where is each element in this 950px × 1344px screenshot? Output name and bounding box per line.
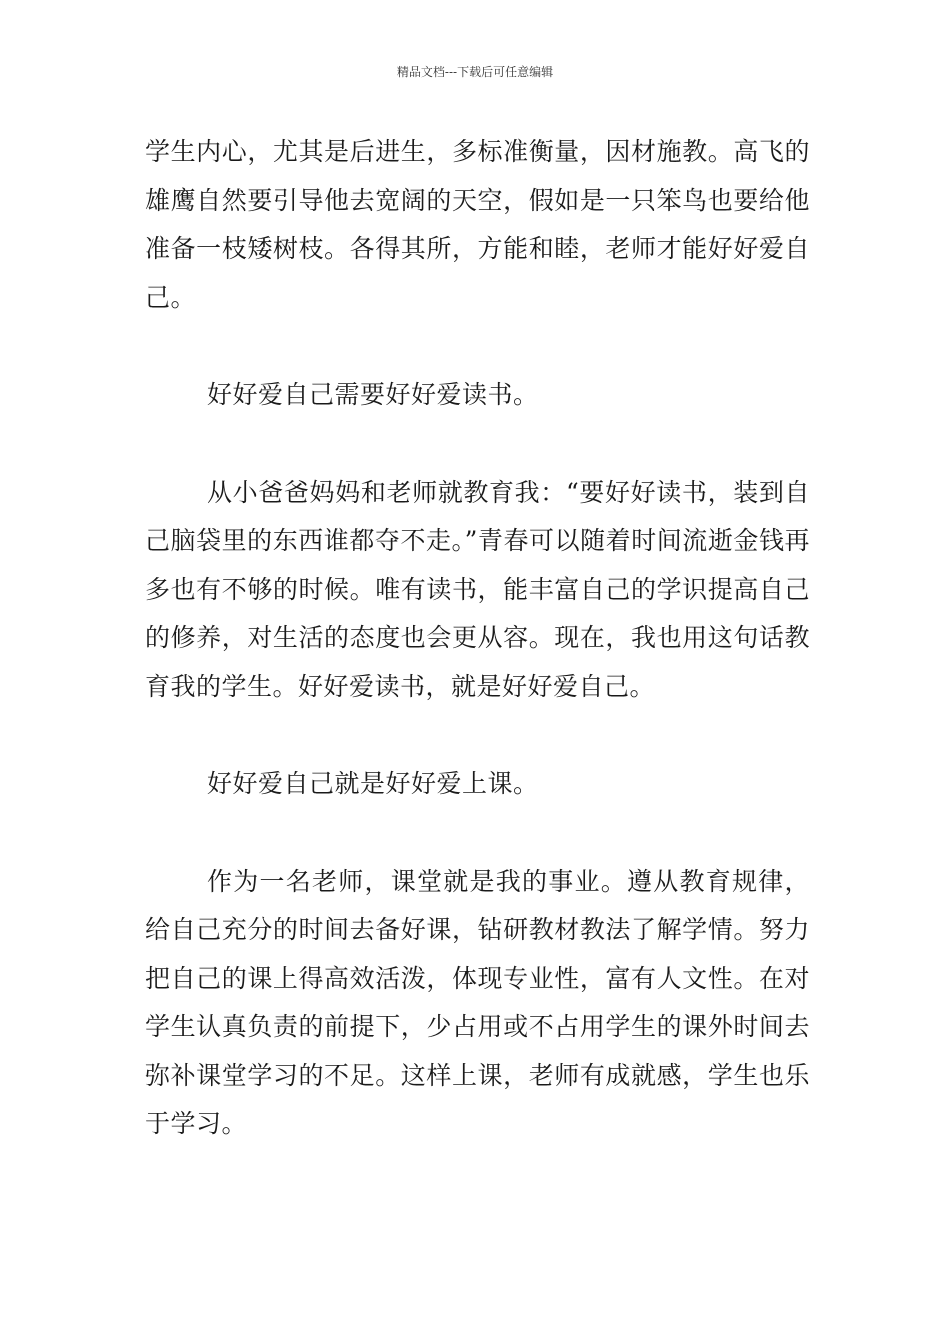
paragraph-heading-reading: 好好爱自己需要好好爱读书。	[207, 380, 539, 409]
paragraph-reading: 从小爸爸妈妈和老师就教育我：“要好好读书，装到自己脑袋里的东西谁都夺不走。”青春可以随着时间流逝金钱再多也有不够的时候。唯有读书，能丰富自己的学识提高自己的修养，对生活的态度也会更从容。现在，我也用这句话教育我的学生。好好爱读书，就是好好爱自己。	[145, 477, 810, 701]
document-body	[145, 128, 810, 1149]
paragraph-continuation: 学生内心，尤其是后进生，多标准衡量，因材施教。高飞的雄鹰自然要引导他去宽阔的天空，假如是一只笨鸟也要给他准备一枝矮树枝。各得其所，方能和睦，老师才能好好爱自己。	[145, 137, 810, 312]
paragraph-class: 作为一名老师，课堂就是我的事业。遵从教育规律，给自己充分的时间去备好课，钻研教材教法了解学情。努力把自己的课上得高效活泼，体现专业性，富有人文性。在对学生认真负责的前提下，少占用或不占用学生的课外时间去弥补课堂学习的不足。这样上课，老师有成就感，学生也乐于学习。	[145, 866, 810, 1138]
paragraph-heading-class: 好好爱自己就是好好爱上课。	[207, 769, 539, 798]
page-header: 精品文档---下载后可任意编辑	[396, 65, 554, 79]
